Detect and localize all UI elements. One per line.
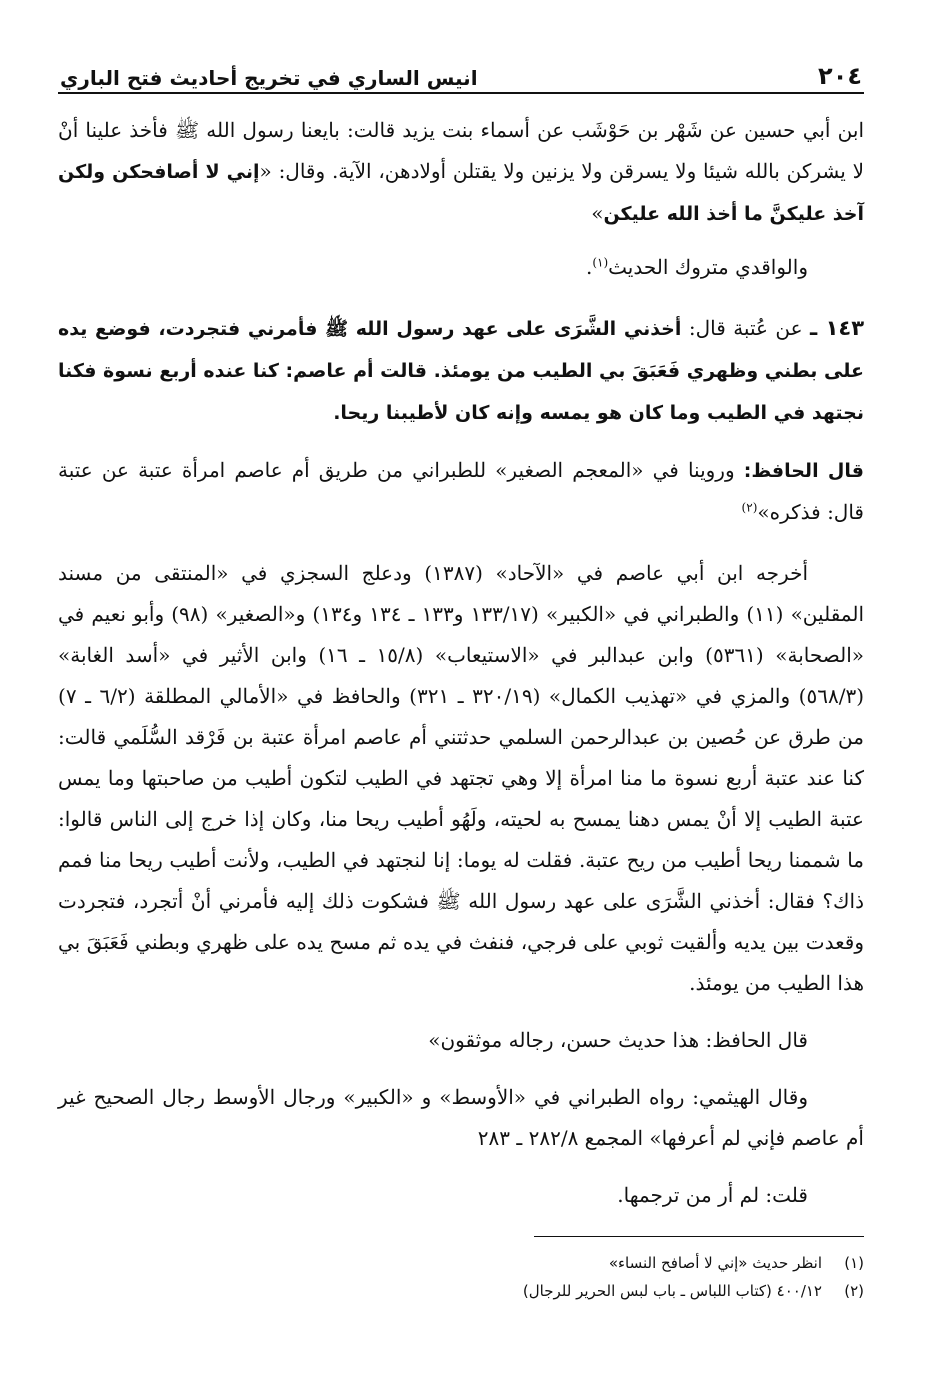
hadith-intro: عن عُتبة قال: — [688, 316, 803, 340]
paragraph-text: وروينا في «المعجم الصغير» للطبراني من طريق أم عاصم امرأة عتبة عن عتبة قال: فذكره» — [58, 458, 864, 524]
footnote-ref-2[interactable]: (٢) — [741, 500, 758, 515]
hafiz-label: قال الحافظ: — [743, 460, 864, 482]
paragraph-hadith-continuation — [58, 110, 864, 235]
paragraph-text: قال الحافظ: هذا حديث حسن، رجاله موثقون» — [428, 1028, 808, 1052]
paragraph-hafiz-grading — [58, 1020, 864, 1061]
footnote-number: (٢) — [844, 1282, 864, 1300]
footnotes — [58, 1236, 864, 1305]
period: . — [585, 255, 593, 279]
footnote-ref-1[interactable]: (١) — [592, 255, 609, 270]
hadith-number: ١٤٣ ـ — [810, 316, 865, 340]
footnote-divider — [534, 1236, 864, 1237]
book-page — [58, 48, 864, 1343]
paragraph-author-note — [58, 1175, 864, 1216]
footnote-text: انظر حديث «إني لا أصافح النساء» — [608, 1254, 822, 1272]
footnote-2 — [58, 1277, 864, 1305]
paragraph-waqidi — [58, 247, 864, 288]
footnote-number: (١) — [844, 1254, 864, 1272]
closing-quote: » — [591, 201, 604, 225]
paragraph-text: والواقدي متروك الحديث — [608, 255, 808, 279]
paragraph-text: وقال الهيثمي: رواه الطبراني في «الأوسط» و «الكبير» ورجال الأوسط رجال الصحيح غير أم عاصم فإني لم أعرفها» المجمع ٢٨٢/٨ ـ ٢٨٣ — [58, 1085, 864, 1150]
paragraph-hafiz-comment — [58, 450, 864, 533]
paragraph-text: أخرجه ابن أبي عاصم في «الآحاد» (١٣٨٧) ودعلج السجزي في «المنتقى من مسند المقلين» (١١) والطبراني في «الكبير» (١٣٣/١٧ و١٣٣ ـ ١٣٤ و١٣٤) و«الصغير» (٩٨) وأبو نعيم في «الصحابة» (٥٣٦١) وابن عبدالبر في «الاستيعاب» (١٥/٨ ـ ١٦) وابن الأثير في «أسد الغابة» (٥٦٨/٣) والمزي في «تهذيب الكمال» (٣٢٠/١٩ ـ ٣٢١) والحافظ في «الأمالي المطلقة (٦/٢ ـ ٧) من طرق عن حُصين بن عبدالرحمن السلمي حدثتني أم عاصم امرأة عتبة بن فَرْقد السُّلَمي قالت: كنا عند عتبة أربع نسوة ما منا امرأة إلا وهي تجتهد في الطيب لتكون أطيب من صاحبتها وما يمس عتبة الطيب إلا أنْ يمس دهنا يمسح به لحيته، ولَهُو أطيب ريحا منا، وكان إذا خرج إلى الناس قالوا: ما شممنا ريحا أطيب من ريح عتبة. فقلت له يوما: إنا لنجتهد في الطيب، ولأنت أطيب ريحا منا فمم ذاك؟ فقال: أخذني الشَّرَى على عهد رسول الله ﷺ فشكوت ذلك إليه فأمرني أنْ أتجرد، فتجردت وقعدت بين يديه وألقيت ثوبي على فرجي، فنفث في يده ثم مسح يده على ظهري وبطني فَعَبَقَ بي هذا الطيب من يومئذ. — [58, 561, 865, 995]
footnote-text: ٤٠٠/١٢ (كتاب اللباس ـ باب لبس الحرير للرجال) — [522, 1282, 822, 1300]
paragraph-text: ابن أبي حسين عن شَهْر بن حَوْشَب عن أسماء بنت يزيد قالت: بايعنا رسول الله ﷺ فأخذ علينا أنْ لا يشركن بالله شيئا ولا يسرقن ولا يزنين ولا يقتلن أولادهن، الآية. وقال: « — [58, 118, 865, 183]
body-text — [58, 110, 864, 1216]
paragraph-text: قلت: لم أر من ترجمها. — [617, 1183, 808, 1207]
running-header — [58, 48, 864, 94]
paragraph-takhrij — [58, 553, 864, 1004]
quoted-hadith: إني لا أصافحكن ولكن آخذ عليكنَّ ما أخذ الله عليكن — [58, 161, 864, 225]
footnote-1 — [58, 1249, 864, 1277]
hadith-text: أخذني الشَّرَى على عهد رسول الله ﷺ فأمرني فتجردت، فوضع يده على بطني وظهري فَعَبَقَ بي الطيب من يومئذ. قالت أم عاصم: كنا عنده أربع نسوة فكنا نجتهد في الطيب وما كان هو يمسه وإنه كان لأطيبنا ريحا. — [58, 318, 864, 424]
hadith-143 — [58, 308, 864, 434]
paragraph-haythami — [58, 1077, 864, 1159]
page-number: ٢٠٤ — [818, 62, 862, 90]
book-title: انيس الساري في تخريج أحاديث فتح الباري — [60, 66, 478, 90]
